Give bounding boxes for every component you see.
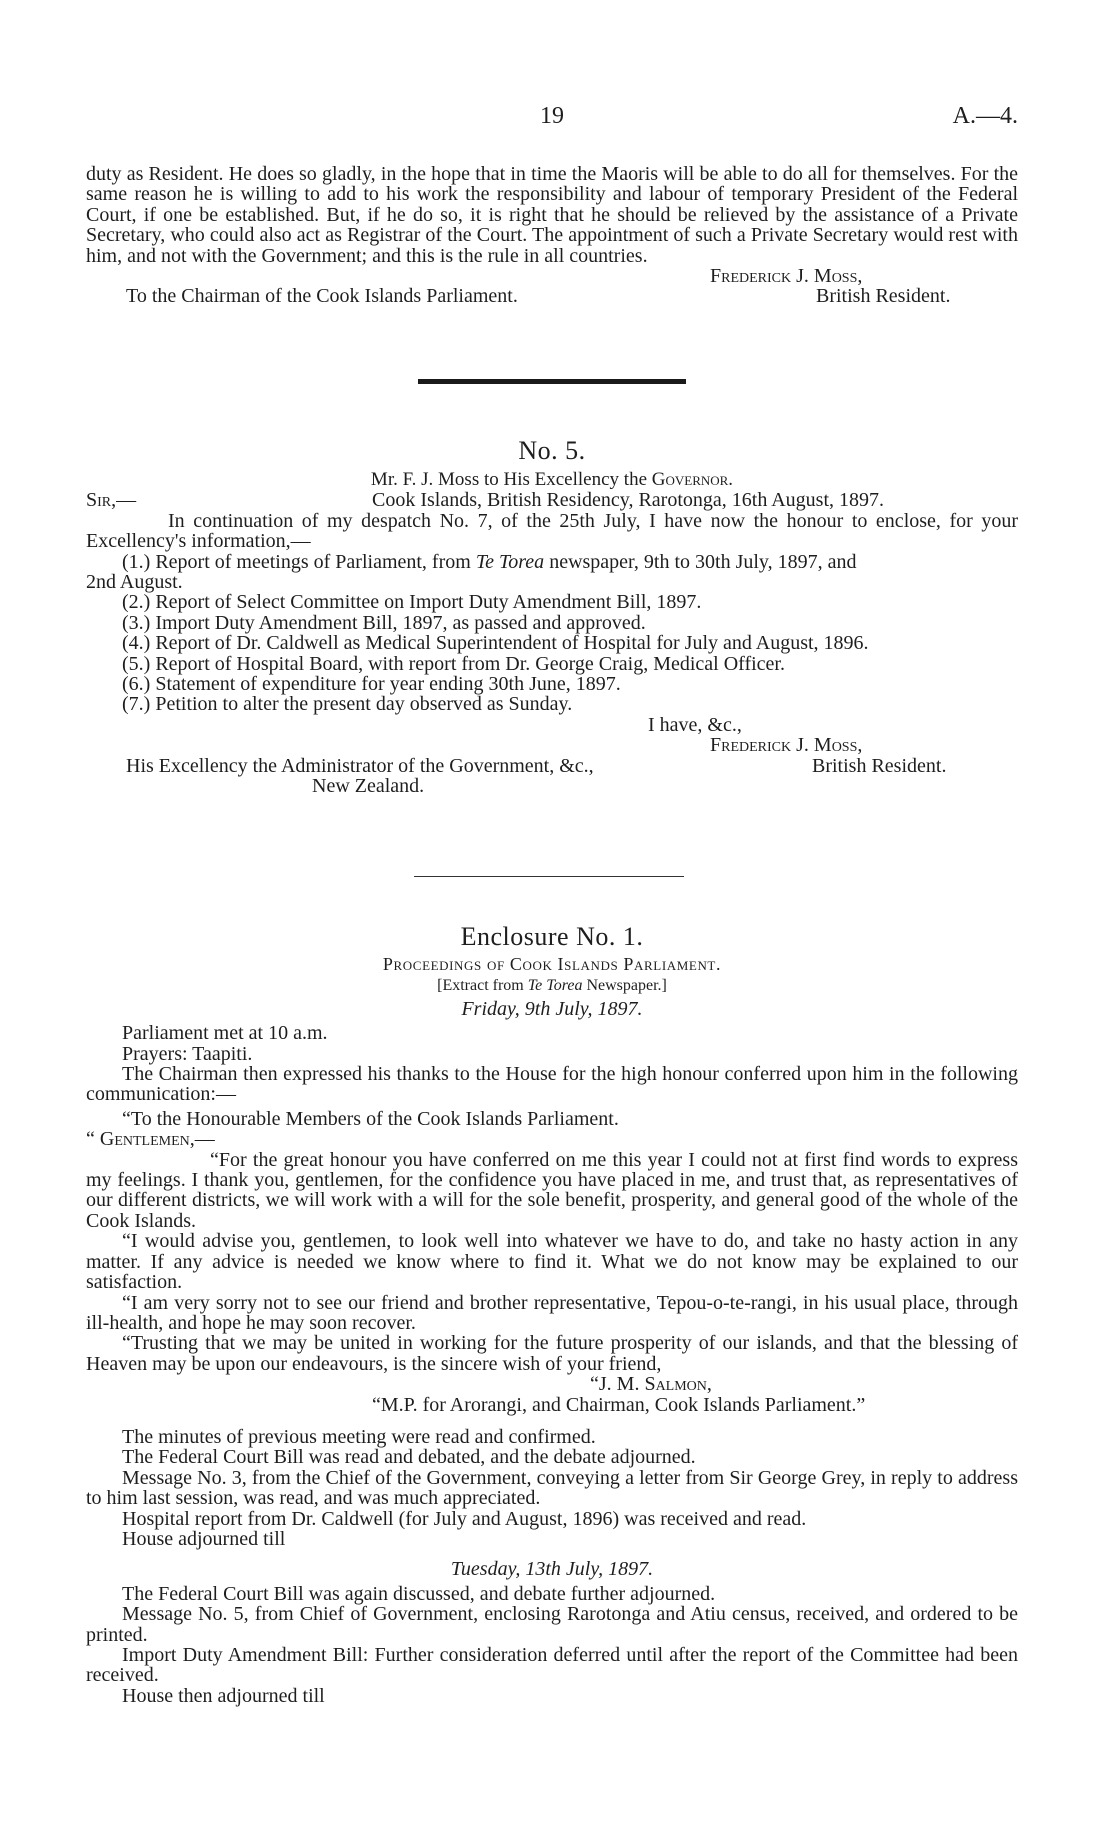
list-item-text-end: newspaper, 9th to 30th July, 1897, and	[544, 550, 857, 573]
opening-paragraph: duty as Resident. He does so gladly, in the hope that in time the Maoris will be able to do all for themselves. For the same reason he is willing to add to his work the responsibility and labour of temporary President of the Federal Court, if one be established. But, if he do so, it is right that he should be relieved by the assistance of a Private Secretary, who could also act as Registrar of the Court. The appointment of such a Private Secretary would rest with him, and not with the Government; and this is the rule in all countries.	[86, 163, 1018, 267]
section-divider-thick	[418, 379, 686, 384]
minute-line: Hospital report from Dr. Caldwell (for July and August, 1896) was received and read.	[122, 1507, 807, 1530]
no5-signature-line	[86, 735, 1018, 755]
opening-section	[86, 164, 1018, 307]
section-divider-thin	[414, 876, 684, 877]
extract-prefix: [Extract from	[437, 977, 528, 995]
minute-line: Message No. 3, from the Chief of the Government, conveying a letter from Sir George Grey, in reply to address to him last session, was read, and was much appreciated.	[86, 1466, 1018, 1510]
list-item-text: Report of Select Committee on Import Duty Amendment Bill, 1897.	[155, 591, 702, 614]
minute-line: The minutes of previous meeting were read and confirmed.	[122, 1425, 596, 1448]
addressee: His Excellency the Administrator of the Government, &c.,	[126, 754, 594, 777]
letter-address: “To the Honourable Members of the Cook Islands Parliament.	[122, 1107, 619, 1130]
list-item-text: Report of meetings of Parliament, from	[155, 550, 476, 573]
session-date: Tuesday, 13th July, 1897.	[450, 1558, 654, 1581]
newspaper-name: Te Torea	[527, 977, 583, 995]
extract-suffix: Newspaper.]	[582, 977, 667, 995]
newspaper-name: Te Torea	[475, 550, 545, 573]
letter-signature-title: “M.P. for Arorangi, and Chairman, Cook Islands Parliament.”	[372, 1393, 866, 1416]
list-item-number: (7.)	[122, 693, 151, 716]
page-header	[86, 103, 1018, 132]
minute-line: House adjourned till	[122, 1527, 286, 1550]
letter-salutation: “ Gentlemen,—	[86, 1128, 215, 1151]
addressee: To the Chairman of the Cook Islands Parliament.	[126, 285, 518, 308]
list-item-number: (4.)	[122, 632, 151, 655]
enclosure-heading: Enclosure No. 1.	[460, 922, 644, 951]
letter-signature-title-line	[86, 1395, 1018, 1415]
minute-line: Message No. 5, from Chief of Government, enclosing Rarotonga and Atiu census, received, and ordered to be printed.	[86, 1603, 1018, 1646]
signature-title: British Resident.	[816, 285, 951, 308]
extract-note	[86, 976, 1018, 996]
list-item-text: Petition to alter the present day observed as Sunday.	[155, 693, 573, 716]
opening-addressee-line	[86, 286, 1018, 306]
letter-paragraph: “Trusting that we may be united in working for the future prosperity of our islands, and that the blessing of Heaven may be upon our endeavours, is the sincere wish of your friend,	[86, 1332, 1018, 1375]
minute-line: Import Duty Amendment Bill: Further consideration deferred until after the report of the Committee had been received.	[86, 1643, 1018, 1687]
enclosure-subheading: Proceedings of Cook Islands Parliament.	[382, 954, 722, 974]
no5-salutation-line	[86, 490, 1018, 510]
signature-name: Frederick J. Moss,	[710, 265, 863, 288]
list-item	[86, 654, 1018, 674]
minute-line: Parliament met at 10 a.m.	[122, 1022, 328, 1045]
list-item-number: (6.)	[122, 673, 151, 696]
signature-name: Frederick J. Moss,	[710, 734, 863, 757]
session-date: Friday, 9th July, 1897.	[461, 997, 643, 1020]
list-item	[86, 694, 1018, 714]
enclosure-list	[86, 552, 1018, 715]
minute-line: The Federal Court Bill was read and debated, and the debate adjourned.	[122, 1446, 696, 1469]
list-item	[86, 633, 1018, 653]
letter-paragraph: “For the great honour you have conferred on me this year I could not at first find words to express my feelings. I thank you, gentlemen, for the confidence you have placed in me, and trust that, as representatives of our different districts, we will work with a will for the sole benefit, prosperity, and general good of the whole of the Cook Islands.	[86, 1148, 1018, 1232]
list-item	[86, 552, 1018, 572]
no5-subheading	[86, 470, 1018, 490]
no5-intro: In continuation of my despatch No. 7, of the 25th July, I have now the honour to enclose, for your Excellency's information,—	[86, 509, 1018, 553]
minute-line: The Federal Court Bill was again discussed, and debate further adjourned.	[122, 1582, 716, 1605]
letter-paragraph: “I would advise you, gentlemen, to look well into whatever we have to do, and take no hasty action in any matter. If any advice is needed we know where to find it. What we do not know may be explained to our satisfaction.	[86, 1230, 1018, 1294]
letter-paragraph: “I am very sorry not to see our friend and brother representative, Tepou-o-te-rangi, in his usual place, through ill-health, and hope he may soon recover.	[86, 1291, 1018, 1334]
signature-title: British Resident.	[812, 754, 947, 777]
no5-subheading-governor: Governor.	[651, 469, 734, 490]
no5-subheading-prefix: Mr. F. J. Moss to His Excellency the	[370, 469, 647, 490]
list-item	[86, 674, 1018, 694]
minutes-friday	[86, 1427, 1018, 1549]
minute-line: Prayers: Taapiti.	[122, 1042, 253, 1065]
dateline: Cook Islands, British Residency, Rarotonga, 16th August, 1897.	[372, 489, 885, 512]
list-item-text: Import Duty Amendment Bill, 1897, as passed and approved.	[155, 611, 646, 634]
list-item-number: (3.)	[122, 611, 151, 634]
list-item-text: Statement of expenditure for year ending 30th June, 1897.	[155, 673, 621, 696]
section-id: A.—4.	[952, 103, 1018, 129]
page-number: 19	[540, 103, 564, 129]
list-item	[86, 613, 1018, 633]
opening-signature-line	[86, 266, 1018, 286]
list-item	[86, 592, 1018, 612]
addressee-country: New Zealand.	[312, 775, 425, 798]
list-item-number: (2.)	[122, 591, 151, 614]
list-item-number: (1.)	[122, 550, 151, 573]
list-item-continuation: 2nd August.	[86, 571, 183, 594]
list-item-number: (5.)	[122, 652, 151, 675]
closing: I have, &c.,	[648, 713, 742, 736]
enclosure-section	[86, 922, 1018, 1706]
no5-heading: No. 5.	[518, 436, 586, 465]
closing-line	[86, 715, 1018, 735]
list-item-text: Report of Hospital Board, with report from Dr. George Craig, Medical Officer.	[155, 652, 785, 675]
no5-addressee-line-2	[86, 776, 1018, 796]
minute-line: House then adjourned till	[122, 1684, 325, 1707]
no5-section	[86, 436, 1018, 796]
list-item-text: Report of Dr. Caldwell as Medical Superintendent of Hospital for July and August, 1896.	[155, 632, 869, 655]
letter-signature-line	[86, 1374, 1018, 1394]
salutation: Sir,—	[86, 489, 137, 512]
letter-signature: “J. M. Salmon,	[590, 1373, 712, 1396]
minutes-tuesday	[86, 1584, 1018, 1706]
no5-addressee-line	[86, 756, 1018, 776]
chairman-thanks: The Chairman then expressed his thanks to the House for the high honour conferred upon him in the following communication:—	[86, 1063, 1018, 1106]
